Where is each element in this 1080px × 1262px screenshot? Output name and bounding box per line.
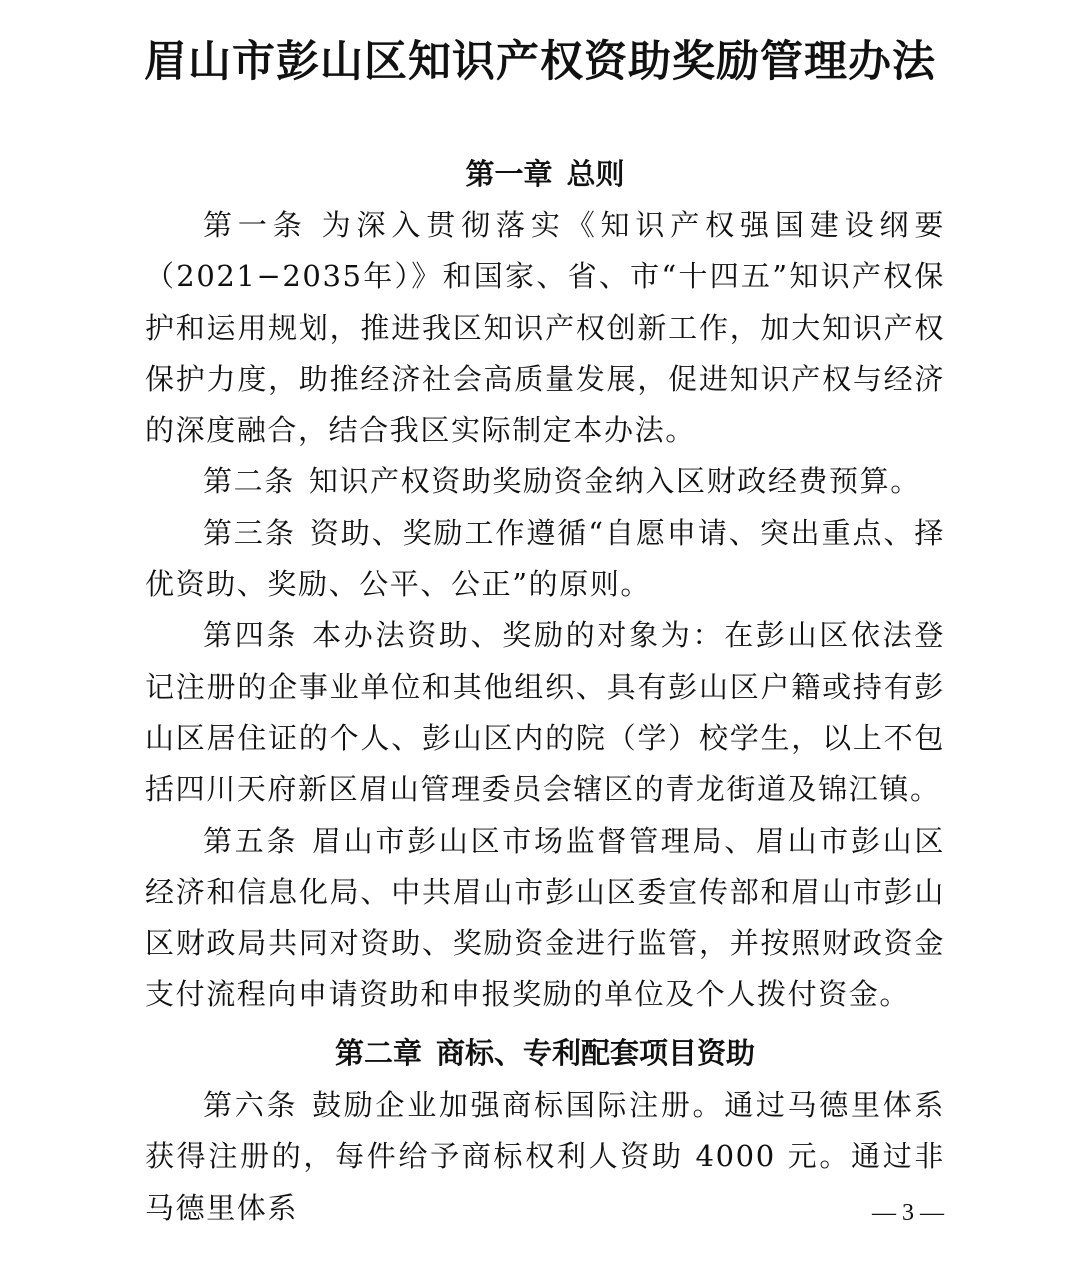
article-label: 第五条 [203, 823, 299, 858]
chapter-heading-2 [0, 1033, 1080, 1073]
chapter-1-body [145, 200, 945, 1021]
article-label: 第六条 [203, 1088, 299, 1122]
document-title: 眉山市彭山区知识产权资助奖励管理办法 [144, 37, 936, 87]
article-label: 第一条 [203, 208, 308, 242]
article-text: 眉山市彭山区市场监督管理局、眉山市彭山区经济和信息化局、中共眉山市彭山区委宣传部和眉山市彭山区财政局共同对资助、奖励资金进行监管，并按照财政资金支付流程向申请资助和申报奖励的单位及个人拨付资金。 [145, 823, 945, 1012]
chapter-name: 商标、专利配套项目资助 [436, 1036, 756, 1070]
page-number: — 3 — [872, 1200, 944, 1226]
chapter-heading-1 [0, 154, 1080, 194]
article-6 [145, 1080, 945, 1234]
chapter-number: 第一章 [465, 157, 553, 191]
article-label: 第四条 [203, 618, 299, 653]
chapter-name: 总则 [566, 157, 625, 191]
article-1 [145, 200, 945, 456]
article-label: 第三条 [203, 515, 296, 550]
article-2 [145, 456, 945, 507]
article-3 [145, 508, 945, 611]
article-text: 为深入贯彻落实《知识产权强国建设纲要（2021−2035年）》和国家、省、市“十四五”知识产权保护和运用规划，推进我区知识产权创新工作，加大知识产权保护力度，助推经济社会高质量发展，促进知识产权与经济的深度融合，结合我区实际制定本办法。 [145, 208, 945, 448]
chapter-number: 第二章 [334, 1036, 422, 1070]
article-4 [145, 610, 945, 815]
article-5 [145, 816, 945, 1021]
article-text: 鼓励企业加强商标国际注册。通过马德里体系获得注册的，每件给予商标权利人资助 4000 元。通过非马德里体系 [145, 1088, 945, 1225]
article-label: 第二条 [203, 464, 295, 499]
chapter-2-body [145, 1080, 945, 1234]
article-text: 资助、奖励工作遵循“自愿申请、突出重点、择优资助、奖励、公平、公正”的原则。 [145, 515, 945, 602]
article-text: 本办法资助、奖励的对象为：在彭山区依法登记注册的企事业单位和其他组织、具有彭山区户籍或持有彭山区居住证的个人、彭山区内的院（学）校学生，以上不包括四川天府新区眉山管理委员会辖区的青龙街道及锦江镇。 [145, 618, 945, 807]
article-text: 知识产权资助奖励资金纳入区财政经费预算。 [308, 464, 921, 499]
